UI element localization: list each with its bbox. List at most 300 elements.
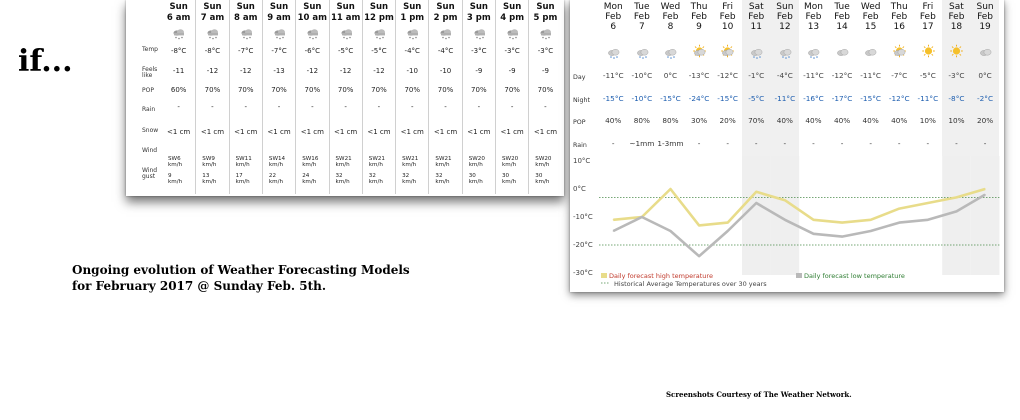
high-temp-point xyxy=(670,188,671,189)
day-pop: 20% xyxy=(719,116,736,125)
y-tick-label: -20°C xyxy=(573,241,593,249)
day-of-week: Wed xyxy=(660,2,681,12)
legend-low-swatch xyxy=(796,273,802,278)
cloud-snow-icon xyxy=(506,28,520,40)
cloud-snow-icon xyxy=(539,28,553,40)
hourly-row-labels xyxy=(126,0,162,196)
hour-time: 4 pm xyxy=(500,13,525,23)
day-of-week: Thu xyxy=(690,2,708,12)
row-label-rain: Rain xyxy=(142,106,156,113)
daily-column xyxy=(971,0,1000,156)
day-rain: - xyxy=(697,139,701,148)
low-temp-point xyxy=(927,219,928,220)
day-temp: -1°C xyxy=(748,71,765,80)
hour-day: Sun xyxy=(536,2,555,12)
day-temp: -3°C xyxy=(948,71,965,80)
hour-gust-unit: km/h xyxy=(168,179,183,185)
day-of-week: Sat xyxy=(748,2,764,12)
low-temp-point xyxy=(756,202,757,203)
day-month: Feb xyxy=(662,12,679,22)
day-date: 15 xyxy=(864,22,877,32)
day-of-week: Sat xyxy=(949,2,964,12)
low-temp-point xyxy=(699,256,700,257)
hour-feels-like: -10 xyxy=(439,67,452,75)
day-pop: 40% xyxy=(605,116,622,125)
hour-pop: 70% xyxy=(204,86,221,94)
legend-high-swatch xyxy=(601,273,607,278)
cloud-snow-icon xyxy=(606,44,621,59)
hour-time: 6 am xyxy=(166,13,191,23)
day-pop: 10% xyxy=(919,116,936,125)
hour-rain: - xyxy=(277,103,281,111)
hour-gust-unit: km/h xyxy=(502,179,517,185)
row-label-temp: Temp xyxy=(142,46,158,53)
hourly-column xyxy=(195,0,228,194)
hour-gust: 32 xyxy=(402,173,410,179)
hour-feels-like: -10 xyxy=(406,67,418,75)
hourly-column xyxy=(462,0,495,194)
hour-rain: - xyxy=(410,103,414,111)
day-month: Feb xyxy=(977,12,994,22)
day-rain: - xyxy=(926,139,930,148)
caption xyxy=(72,262,410,294)
day-of-week: Mon xyxy=(803,2,823,12)
hour-wind-unit: km/h xyxy=(268,162,284,168)
hour-snow: <1 cm xyxy=(367,128,391,136)
hour-day: Sun xyxy=(203,2,222,12)
sun-cloud-icon xyxy=(692,44,707,59)
day-date: 16 xyxy=(893,22,905,32)
day-rain: - xyxy=(983,139,987,148)
day-rain: - xyxy=(897,139,901,148)
slide-title-if: if... xyxy=(18,44,73,79)
hour-day: Sun xyxy=(169,2,188,12)
day-pop: 80% xyxy=(633,116,650,125)
row-label-daily-rain: Rain xyxy=(573,142,587,149)
credit-text: Screenshots Courtesy of The Weather Network. xyxy=(666,390,852,399)
hour-wind-unit: km/h xyxy=(368,162,383,168)
hour-gust: 24 xyxy=(302,173,310,179)
hour-day: Sun xyxy=(303,2,322,12)
hour-gust: 32 xyxy=(335,173,343,179)
night-temp: -11°C xyxy=(774,94,796,103)
hour-temp: -8°C xyxy=(204,47,221,55)
legend-high-label: Daily forecast high temperature xyxy=(609,272,713,280)
hour-wind: SW21 xyxy=(368,156,385,162)
day-month: Feb xyxy=(805,12,822,22)
day-temp: 0°C xyxy=(978,71,992,80)
hourly-forecast-panel xyxy=(126,0,564,196)
hour-time: 7 am xyxy=(200,13,225,23)
high-temp-point xyxy=(927,202,928,203)
day-temp: -10°C xyxy=(631,71,653,80)
hour-pop: 70% xyxy=(337,86,354,94)
row-label-feels-like-1: Feels xyxy=(142,66,158,73)
cloud-icon xyxy=(978,44,993,59)
hour-snow: <1 cm xyxy=(300,128,324,136)
hourly-column xyxy=(162,0,195,194)
hour-feels-like: -11 xyxy=(172,67,185,75)
hour-feels-like: -12 xyxy=(373,67,385,75)
hour-day: Sun xyxy=(503,2,522,12)
day-of-week: Thu xyxy=(890,2,908,12)
hourly-column xyxy=(395,0,428,194)
hour-gust-unit: km/h xyxy=(535,179,550,185)
low-temp-point xyxy=(956,211,957,212)
day-of-week: Wed xyxy=(860,2,881,12)
night-temp: -2°C xyxy=(977,94,994,103)
hour-feels-like: -12 xyxy=(240,67,252,75)
hour-snow: <1 cm xyxy=(167,128,191,136)
hour-rain: - xyxy=(211,103,214,111)
high-temp-point xyxy=(870,219,871,220)
day-temp: -12°C xyxy=(717,71,738,80)
night-temp: -15°C xyxy=(860,94,881,103)
hourly-column xyxy=(262,0,295,194)
day-month: Feb xyxy=(948,12,965,22)
hour-rain: - xyxy=(311,103,314,111)
cloud-snow-icon xyxy=(172,28,186,40)
hour-wind: SW14 xyxy=(268,156,286,162)
hour-temp: -4°C xyxy=(437,47,454,55)
night-temp: -15°C xyxy=(602,94,624,103)
day-rain: 1-3mm xyxy=(657,139,684,148)
day-temp: -5°C xyxy=(919,71,936,80)
cloud-snow-icon xyxy=(635,44,650,59)
low-temp-point xyxy=(985,194,986,195)
hour-rain: - xyxy=(377,103,381,111)
hourly-column xyxy=(229,0,262,194)
cloud-snow-icon xyxy=(340,28,354,40)
day-date: 17 xyxy=(922,22,934,32)
day-rain: - xyxy=(754,139,758,148)
low-temp-point xyxy=(670,230,671,231)
hour-feels-like: -12 xyxy=(206,67,219,75)
night-temp: -11°C xyxy=(917,94,939,103)
hour-wind: SW20 xyxy=(468,156,485,162)
cloud-icon xyxy=(863,44,878,59)
hour-day: Sun xyxy=(269,2,289,12)
hour-day: Sun xyxy=(369,2,389,12)
hour-rain: - xyxy=(510,103,514,111)
y-tick-label: 10°C xyxy=(573,157,591,165)
cloud-snow-icon xyxy=(778,44,793,59)
row-label-wind-gust-1: Wind xyxy=(142,167,158,174)
day-rain: - xyxy=(812,139,815,148)
day-month: Feb xyxy=(891,12,908,22)
cloud-snow-icon xyxy=(473,28,487,40)
hour-feels-like: -9 xyxy=(541,67,549,75)
hour-wind: SW9 xyxy=(202,156,215,162)
high-temp-point xyxy=(899,208,900,209)
hour-feels-like: -9 xyxy=(508,67,516,75)
day-date: 9 xyxy=(696,22,702,32)
hour-wind-unit: km/h xyxy=(468,162,483,168)
hour-snow: <1 cm xyxy=(334,128,358,136)
day-month: Feb xyxy=(862,12,879,22)
high-temp-point xyxy=(784,200,785,201)
hour-pop: 70% xyxy=(271,86,287,94)
high-temp-point xyxy=(956,197,957,198)
temperature-chart xyxy=(570,156,1004,292)
day-pop: 20% xyxy=(976,116,994,125)
hour-rain: - xyxy=(344,103,347,111)
day-pop: 40% xyxy=(776,116,793,125)
hour-day: Sun xyxy=(436,2,455,12)
caption-line-2: for February 2017 @ Sunday Feb. 5th. xyxy=(72,279,327,293)
row-label-day: Day xyxy=(573,74,586,81)
day-of-week: Sun xyxy=(776,2,794,12)
hour-temp: -3°C xyxy=(504,47,520,55)
hour-gust-unit: km/h xyxy=(202,179,217,185)
hour-wind: SW16 xyxy=(302,156,319,162)
hour-time: 8 am xyxy=(234,13,258,23)
hour-gust-unit: km/h xyxy=(235,179,250,185)
hour-gust: 30 xyxy=(535,173,543,179)
night-temp: -10°C xyxy=(631,94,653,103)
sun-cloud-icon xyxy=(720,44,735,59)
day-pop: 40% xyxy=(833,116,851,125)
day-date: 10 xyxy=(721,22,734,32)
sun-icon xyxy=(949,44,964,59)
day-month: Feb xyxy=(633,12,650,22)
hour-wind-unit: km/h xyxy=(435,162,450,168)
hour-snow: <1 cm xyxy=(467,128,491,136)
hour-wind: SW21 xyxy=(402,156,419,162)
hour-wind-unit: km/h xyxy=(302,162,317,168)
cloud-snow-icon xyxy=(240,28,254,40)
day-temp: -4°C xyxy=(776,71,793,80)
day-temp: -12°C xyxy=(831,71,853,80)
hour-gust-unit: km/h xyxy=(335,179,350,185)
hour-time: 3 pm xyxy=(466,13,491,23)
hour-temp: -3°C xyxy=(537,47,554,55)
daily-column xyxy=(656,0,685,156)
cloud-snow-icon xyxy=(406,28,420,40)
daily-column xyxy=(771,0,800,156)
high-temp-point xyxy=(727,222,728,223)
high-temp-point xyxy=(842,222,843,223)
day-pop: 40% xyxy=(805,116,822,125)
day-pop: 30% xyxy=(690,116,708,125)
hour-pop: 70% xyxy=(537,86,554,94)
hour-snow: <1 cm xyxy=(500,128,524,136)
weekend-band xyxy=(971,156,1000,275)
day-rain: - xyxy=(869,139,872,148)
daily-forecast-panel xyxy=(570,0,1004,292)
hour-wind: SW20 xyxy=(535,156,552,162)
caption-line-1: Ongoing evolution of Weather Forecasting Models xyxy=(72,263,410,277)
daily-column xyxy=(685,0,714,156)
hour-gust-unit: km/h xyxy=(402,179,417,185)
hour-time: 9 am xyxy=(267,13,291,23)
low-temp-point xyxy=(784,219,785,220)
hour-wind: SW21 xyxy=(435,156,452,162)
hourly-column xyxy=(495,0,528,194)
hourly-column xyxy=(428,0,461,194)
day-month: Feb xyxy=(719,12,736,22)
low-temp-point xyxy=(899,222,900,223)
day-temp: 0°C xyxy=(663,71,678,80)
day-of-week: Fri xyxy=(922,2,934,12)
high-temp-point xyxy=(699,225,700,226)
y-tick-label: 0°C xyxy=(573,185,586,193)
row-label-daily-pop: POP xyxy=(573,119,586,126)
day-temp: -7°C xyxy=(891,71,908,80)
day-of-week: Tue xyxy=(834,2,850,12)
hour-time: 12 pm xyxy=(364,13,394,23)
hour-feels-like: -12 xyxy=(306,67,319,75)
day-date: 11 xyxy=(750,22,762,32)
hour-rain: - xyxy=(444,103,447,111)
hour-wind-unit: km/h xyxy=(535,162,550,168)
hour-wind-unit: km/h xyxy=(235,162,250,168)
weekend-band xyxy=(771,156,800,275)
hour-gust: 17 xyxy=(235,173,243,179)
row-label-wind: Wind xyxy=(142,147,158,154)
hour-gust: 32 xyxy=(368,173,376,179)
hour-time: 1 pm xyxy=(400,13,425,23)
low-temp-point xyxy=(613,230,614,231)
hour-gust: 13 xyxy=(202,173,210,179)
high-temp-point xyxy=(613,219,614,220)
hour-gust-unit: km/h xyxy=(368,179,383,185)
cloud-snow-icon xyxy=(439,28,453,40)
night-temp: -8°C xyxy=(948,94,965,103)
cloud-snow-icon xyxy=(273,28,287,40)
daily-column xyxy=(628,0,657,156)
hour-time: 2 pm xyxy=(433,13,458,23)
cloud-snow-icon xyxy=(749,44,764,59)
low-temp-point xyxy=(870,230,871,231)
y-tick-label: -30°C xyxy=(573,269,593,277)
low-temp-point xyxy=(641,216,642,217)
day-pop: 40% xyxy=(862,116,879,125)
hour-gust-unit: km/h xyxy=(468,179,483,185)
daily-column xyxy=(856,0,885,156)
day-rain: - xyxy=(955,139,958,148)
y-tick-label: -10°C xyxy=(573,213,593,221)
day-month: Feb xyxy=(605,12,622,22)
daily-column xyxy=(599,0,628,156)
hour-rain: - xyxy=(177,103,180,111)
hour-time: 11 am xyxy=(330,13,361,23)
hour-pop: 70% xyxy=(437,86,454,94)
day-temp: -11°C xyxy=(602,71,624,80)
low-temp-point xyxy=(813,233,814,234)
daily-column xyxy=(914,0,943,156)
hour-snow: <1 cm xyxy=(234,128,258,136)
daily-column xyxy=(828,0,857,156)
day-date: 8 xyxy=(667,22,674,32)
hour-pop: 70% xyxy=(237,86,254,94)
hourly-column xyxy=(295,0,328,194)
row-label-wind-gust-2: gust xyxy=(142,173,156,180)
hour-rain: - xyxy=(477,103,481,111)
hour-rain: - xyxy=(544,103,547,111)
day-pop: 80% xyxy=(662,116,679,125)
hour-day: Sun xyxy=(236,2,255,12)
daily-column xyxy=(885,0,914,156)
high-temp-point xyxy=(985,188,986,189)
hour-gust-unit: km/h xyxy=(302,179,317,185)
hour-wind-unit: km/h xyxy=(168,162,183,168)
hour-wind: SW11 xyxy=(235,156,252,162)
hour-time: 10 am xyxy=(297,13,328,23)
cloud-snow-icon xyxy=(373,28,387,40)
hour-time: 5 pm xyxy=(533,13,558,23)
hour-pop: 70% xyxy=(404,86,421,94)
day-month: Feb xyxy=(691,12,708,22)
hour-snow: <1 cm xyxy=(433,128,458,136)
row-label-pop: POP xyxy=(142,87,154,94)
legend-low-label: Daily forecast low temperature xyxy=(804,272,905,280)
cloud-snow-icon xyxy=(206,28,220,40)
hour-pop: 70% xyxy=(504,86,520,94)
hour-gust-unit: km/h xyxy=(435,179,450,185)
hour-pop: 70% xyxy=(471,86,487,94)
daily-column xyxy=(799,0,828,156)
row-label-snow: Snow xyxy=(142,127,159,134)
cloud-snow-icon xyxy=(663,44,678,59)
night-temp: -12°C xyxy=(888,94,910,103)
daily-column xyxy=(942,0,971,156)
day-of-week: Tue xyxy=(634,2,650,12)
hour-temp: -7°C xyxy=(271,47,287,55)
night-temp: -5°C xyxy=(748,94,765,103)
day-date: 19 xyxy=(979,22,991,32)
hour-snow: <1 cm xyxy=(400,128,424,136)
cloud-icon xyxy=(835,44,850,59)
hour-snow: <1 cm xyxy=(533,128,558,136)
day-month: Feb xyxy=(919,12,936,22)
hour-wind-unit: km/h xyxy=(202,162,217,168)
hour-feels-like: -13 xyxy=(273,67,285,75)
weekend-band xyxy=(742,156,771,275)
hour-rain: - xyxy=(244,103,247,111)
legend-avg-label: Historical Average Temperatures over 30 years xyxy=(614,280,767,288)
high-temp-point xyxy=(756,191,757,192)
day-month: Feb xyxy=(834,12,851,22)
day-date: 7 xyxy=(638,22,645,32)
day-pop: 40% xyxy=(891,116,908,125)
day-date: 6 xyxy=(610,22,617,32)
night-temp: -24°C xyxy=(688,94,710,103)
day-temp: -13°C xyxy=(688,71,710,80)
night-temp: -17°C xyxy=(831,94,853,103)
hour-snow: <1 cm xyxy=(267,128,291,136)
day-date: 14 xyxy=(836,22,848,32)
row-label-feels-like-2: like xyxy=(142,72,153,79)
day-month: Feb xyxy=(748,12,765,22)
hour-feels-like: -9 xyxy=(475,67,483,75)
hour-gust: 9 xyxy=(168,173,172,179)
day-temp: -11°C xyxy=(803,71,824,80)
row-label-night: Night xyxy=(573,97,590,104)
night-temp: -15°C xyxy=(660,94,681,103)
sun-cloud-icon xyxy=(892,44,907,59)
day-month: Feb xyxy=(776,12,793,22)
daily-column xyxy=(713,0,742,156)
hour-gust: 30 xyxy=(502,173,510,179)
day-pop: 10% xyxy=(948,116,965,125)
day-temp: -11°C xyxy=(860,71,881,80)
hour-wind: SW20 xyxy=(502,156,519,162)
hour-gust: 32 xyxy=(435,173,443,179)
hour-pop: 70% xyxy=(304,86,321,94)
hour-wind-unit: km/h xyxy=(335,162,350,168)
hour-gust: 22 xyxy=(268,173,277,179)
